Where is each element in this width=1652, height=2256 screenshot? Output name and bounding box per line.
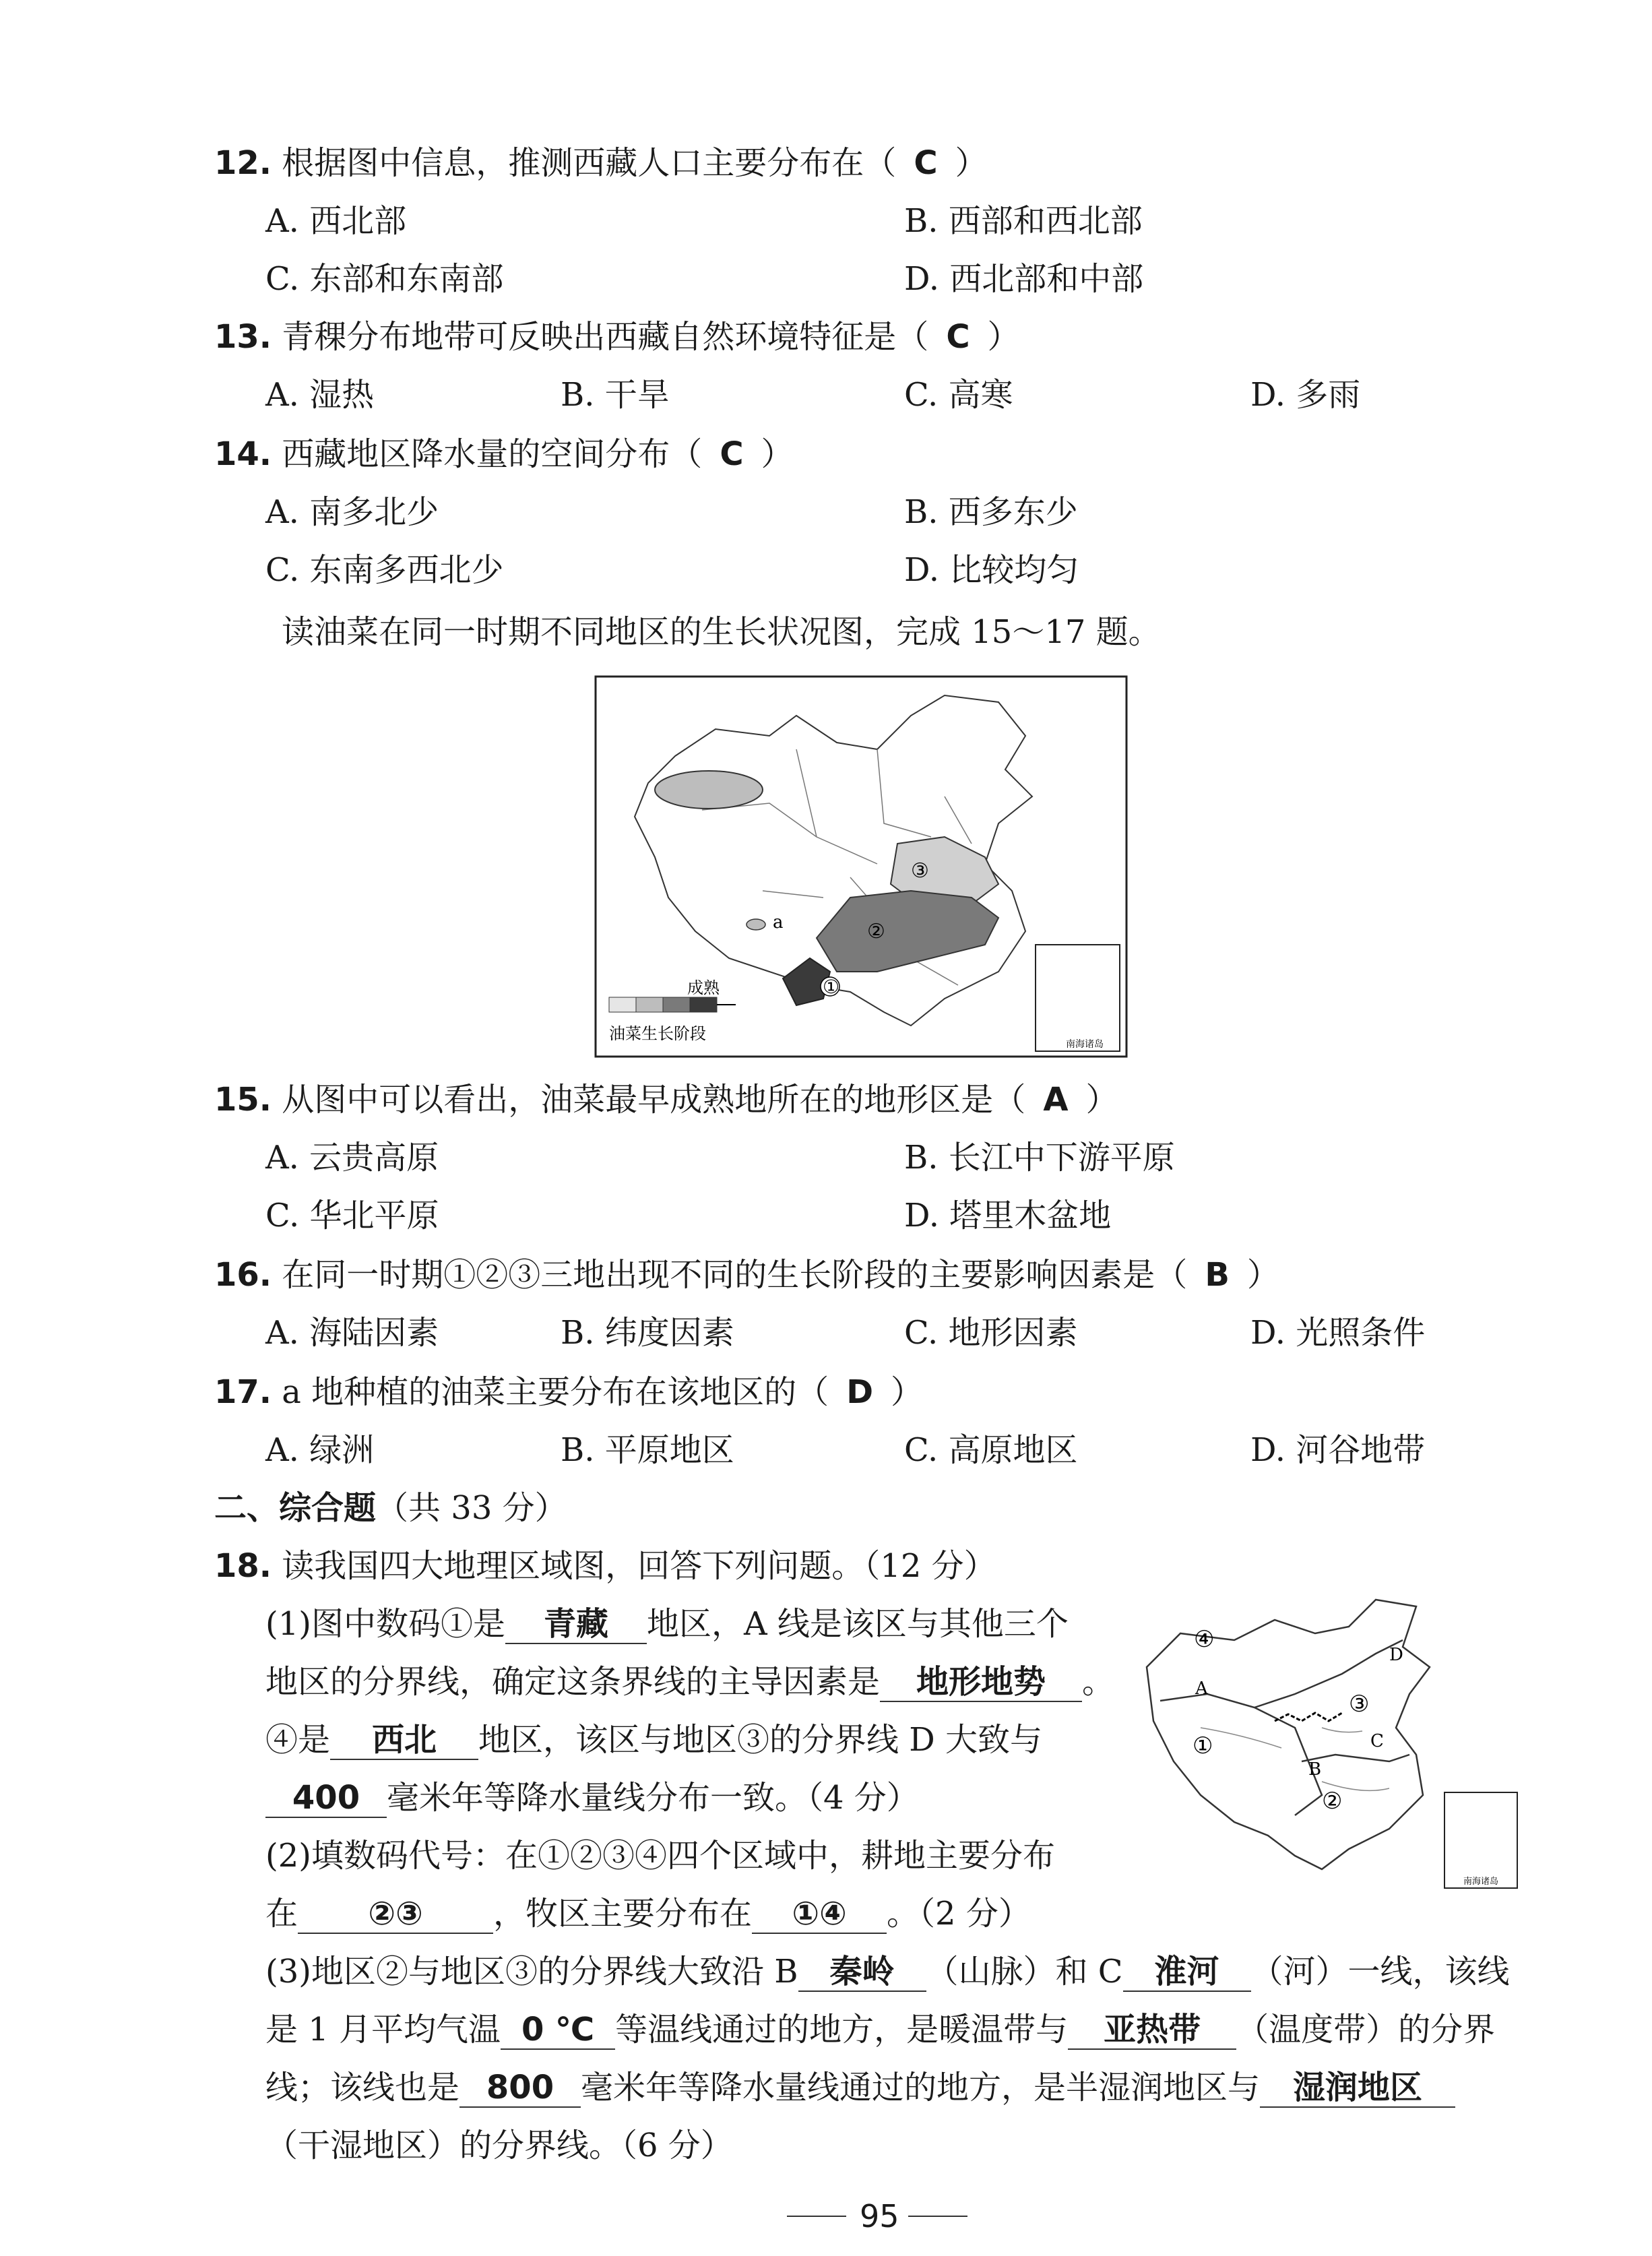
south-sea-inset [1036,945,1120,1051]
q16-option-c: C. 地形因素 [904,1314,1078,1352]
q12-text: 根据图中信息，推测西藏人口主要分布在（ [282,144,897,182]
q13-option-c: C. 高寒 [904,376,1013,414]
page-number-rule-left [787,2216,846,2217]
page-number-rule-right [908,2216,967,2217]
q18-line-7: (3)地区②与地区③的分界线大致沿 B 秦岭 （山脉）和 C 淮河 （河）一线，该线 [265,1953,1510,1991]
q15-option-d: D. 塔里木盆地 [904,1197,1112,1234]
q17-stem: 17. a 地种植的油菜主要分布在该地区的（ D ） [214,1373,924,1411]
q12-option-d: D. 西北部和中部 [904,260,1144,298]
q16-answer: B [1205,1256,1230,1294]
q12-number: 12. [214,144,272,182]
q12-answer: C [914,144,938,182]
q16-number: 16. [214,1256,272,1294]
map2-label-B: B [1308,1759,1322,1780]
q15-stem: 15. 从图中可以看出，油菜最早成熟地所在的地形区是（ A ） [214,1081,1118,1119]
q13-number: 13. [214,318,272,356]
legend-caption: 油菜生长阶段 [609,1024,706,1043]
four-regions-map [1120,1593,1523,1893]
q14-option-a: A. 南多北少 [265,493,439,531]
q18-blank-5: ②③ [298,1895,493,1934]
q18-blank-2: 地形地势 [880,1663,1082,1702]
q18-blank-1: 青藏 [505,1605,647,1644]
q18-blank-6: ①④ [752,1895,887,1934]
q18-line-2: 地区的分界线，确定这条界线的主导因素是 地形地势 。 [265,1663,1115,1701]
q17-number: 17. [214,1373,272,1411]
q15-option-b: B. 长江中下游平原 [904,1139,1175,1177]
q14-text: 西藏地区降水量的空间分布（ [282,435,703,473]
q13-option-b: B. 干旱 [561,376,670,414]
q14-option-d: D. 比较均匀 [904,551,1079,589]
map2-label-1: ① [1193,1732,1213,1759]
q12-option-a: A. 西北部 [265,202,407,240]
inset-label: 南海诸岛 [1066,1039,1104,1050]
q16-option-d: D. 光照条件 [1250,1314,1426,1352]
q18-text: 读我国四大地理区域图，回答下列问题。（12 分） [282,1547,996,1585]
section-2-score: （共 33 分） [376,1489,567,1527]
map1-label-3: ③ [911,859,929,883]
q14-number: 14. [214,435,272,473]
q18-line-8: 是 1 月平均气温 0 ℃ 等温线通过的地方，是暖温带与 亚热带 （温度带）的分界 [265,2011,1496,2048]
q18-line-3: ④是 西北 地区，该区与地区③的分界线 D 大致与 [265,1721,1043,1759]
q17-option-c: C. 高原地区 [904,1431,1078,1469]
q17-answer: D [846,1373,874,1411]
section-2-title: 二、综合题 [214,1489,377,1527]
map2-label-A: A [1195,1679,1208,1699]
q18-blank-9: 0 ℃ [501,2011,615,2050]
q18-blank-11: 800 [459,2069,581,2108]
map1-label-2: ② [867,920,885,943]
map2-label-2: ② [1322,1788,1343,1815]
q18-number: 18. [214,1547,272,1585]
map2-label-D: D [1389,1645,1403,1665]
intro-15-17: 读油菜在同一时期不同地区的生长状况图，完成 15～17 题。 [282,613,1161,651]
map2-label-3: ③ [1349,1691,1370,1718]
q18-blank-12: 湿润地区 [1260,2069,1455,2108]
q17-option-b: B. 平原地区 [561,1431,734,1469]
q14-answer: C [720,435,744,473]
china-outline-2 [1147,1600,1430,1869]
q13-option-d: D. 多雨 [1250,376,1361,414]
q18-line-10: （干湿地区）的分界线。（6 分） [265,2127,733,2164]
q13-option-a: A. 湿热 [265,376,375,414]
page-number: 95 [860,2198,899,2234]
legend-box-1 [609,997,636,1012]
q16-option-b: B. 纬度因素 [561,1314,734,1352]
q14-option-c: C. 东南多西北少 [265,551,504,589]
q16-text: 在同一时期①②③三地出现不同的生长阶段的主要影响因素是（ [282,1256,1188,1294]
q15-option-c: C. 华北平原 [265,1197,439,1234]
q18-blank-4: 400 [265,1779,387,1818]
zone-a [746,919,765,930]
inset-label-2: 南海诸岛 [1463,1877,1499,1887]
q16-option-a: A. 海陆因素 [265,1314,439,1352]
legend-box-2 [636,997,663,1012]
q15-option-a: A. 云贵高原 [265,1139,439,1177]
q18-blank-3: 西北 [330,1721,478,1760]
q12-option-b: B. 西部和西北部 [904,202,1143,240]
q17-option-d: D. 河谷地带 [1250,1431,1426,1469]
q14-stem: 14. 西藏地区降水量的空间分布（ C ） [214,435,794,473]
section-2-heading [214,1488,567,1528]
q15-text: 从图中可以看出，油菜最早成熟地所在的地形区是（ [282,1081,1026,1119]
legend-arrow-label: 成熟 [687,978,720,997]
q15-answer: A [1043,1081,1069,1119]
map1-label-a: a [773,912,784,933]
q12-stem: 12. 根据图中信息，推测西藏人口主要分布在（ C ） [214,144,988,182]
tarim-basin [655,771,763,809]
q18-line-6: 在 ②③ ，牧区主要分布在 ①④ 。（2 分） [265,1895,1031,1933]
q18-line-5: (2)填数码代号：在①②③④四个区域中，耕地主要分布 [265,1837,1055,1875]
q14-option-b: B. 西多东少 [904,493,1078,531]
q15-number: 15. [214,1081,272,1119]
q17-text: a 地种植的油菜主要分布在该地区的（ [282,1373,829,1411]
rapeseed-growth-map [594,675,1128,1058]
map2-label-C: C [1370,1731,1384,1751]
q18-blank-8: 淮河 [1123,1953,1251,1992]
q13-answer: C [946,318,970,356]
south-sea-inset-2 [1444,1792,1517,1888]
q18-line-1: (1)图中数码①是 青藏 地区，A 线是该区与其他三个 [265,1605,1069,1643]
q18-stem [214,1546,996,1586]
legend-box-3 [663,997,690,1012]
map2-label-4: ④ [1194,1626,1215,1653]
q12-option-c: C. 东部和东南部 [265,260,504,298]
q13-text: 青稞分布地带可反映出西藏自然环境特征是（ [282,318,929,356]
q17-option-a: A. 绿洲 [265,1431,375,1469]
q13-stem: 13. 青稞分布地带可反映出西藏自然环境特征是（ C ） [214,318,1020,356]
q18-line-4: 400 毫米年等降水量线分布一致。（4 分） [265,1778,919,1818]
map1-label-1: ① [823,976,840,998]
q18-line-9: 线；该线也是 800 毫米年等降水量线通过的地方，是半湿润地区与 湿润地区 [265,2067,1455,2108]
q18-blank-7: 秦岭 [798,1953,926,1992]
q18-blank-10: 亚热带 [1068,2011,1236,2050]
legend-box-4 [690,997,717,1012]
q16-stem: 16. 在同一时期①②③三地出现不同的生长阶段的主要影响因素是（ B ） [214,1256,1279,1294]
